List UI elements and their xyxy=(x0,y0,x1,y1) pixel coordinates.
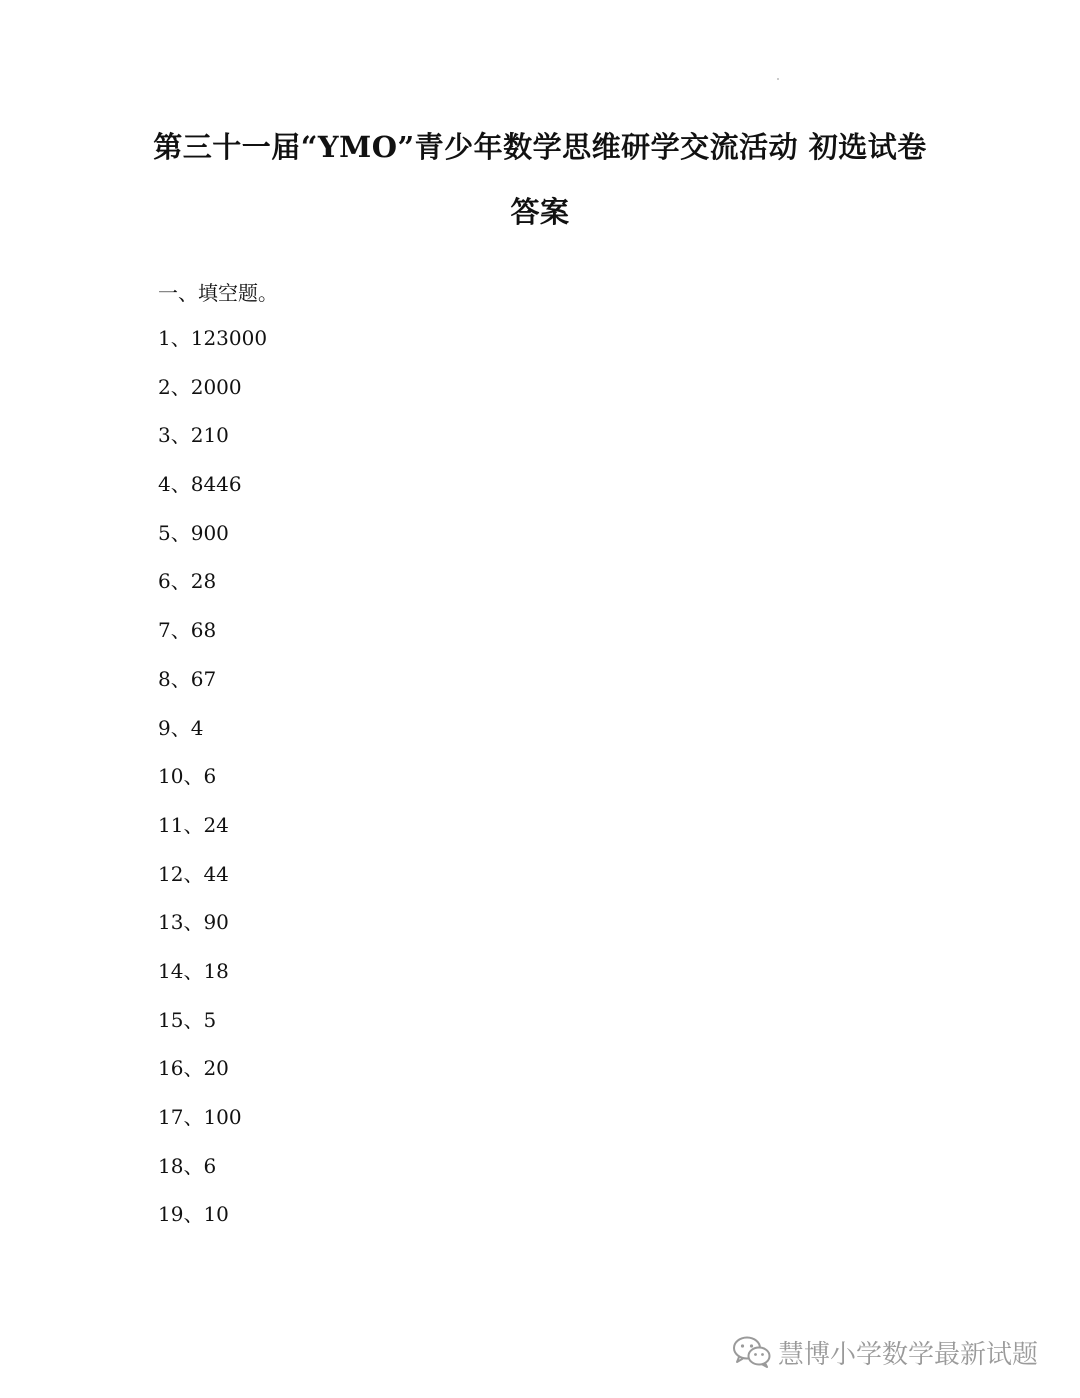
list-item: 8、67 xyxy=(158,666,217,691)
list-item: 15、5 xyxy=(158,1007,217,1032)
list-item: 16、20 xyxy=(158,1056,229,1081)
page-title: 第三十一届“YMO”青少年数学思维研学交流活动 初选试卷 xyxy=(153,130,927,164)
list-item: 13、90 xyxy=(158,910,229,935)
list-item: 17、100 xyxy=(158,1105,242,1129)
list-item: 2、2000 xyxy=(158,374,242,399)
list-item: 12、44 xyxy=(158,861,229,886)
list-item: 5、900 xyxy=(158,520,229,545)
wechat-icon xyxy=(732,1335,772,1369)
answer-list xyxy=(158,325,267,1250)
list-item: 10、6 xyxy=(158,764,217,789)
list-item: 11、24 xyxy=(158,812,229,837)
list-item: 6、28 xyxy=(158,569,217,594)
scan-speck xyxy=(777,78,779,80)
list-item: 19、10 xyxy=(158,1202,229,1227)
list-item: 9、4 xyxy=(158,715,204,740)
list-item: 3、210 xyxy=(158,423,229,448)
page-subtitle: 答案 xyxy=(510,195,570,229)
watermark xyxy=(732,1332,1038,1372)
list-item: 14、18 xyxy=(158,958,229,983)
watermark-text: 慧博小学数学最新试题 xyxy=(778,1339,1039,1370)
list-item: 1、123000 xyxy=(158,326,268,350)
list-item: 7、68 xyxy=(158,618,217,643)
section-heading: 一、填空题。 xyxy=(158,281,278,305)
list-item: 18、6 xyxy=(158,1153,217,1178)
list-item: 4、8446 xyxy=(158,472,242,497)
